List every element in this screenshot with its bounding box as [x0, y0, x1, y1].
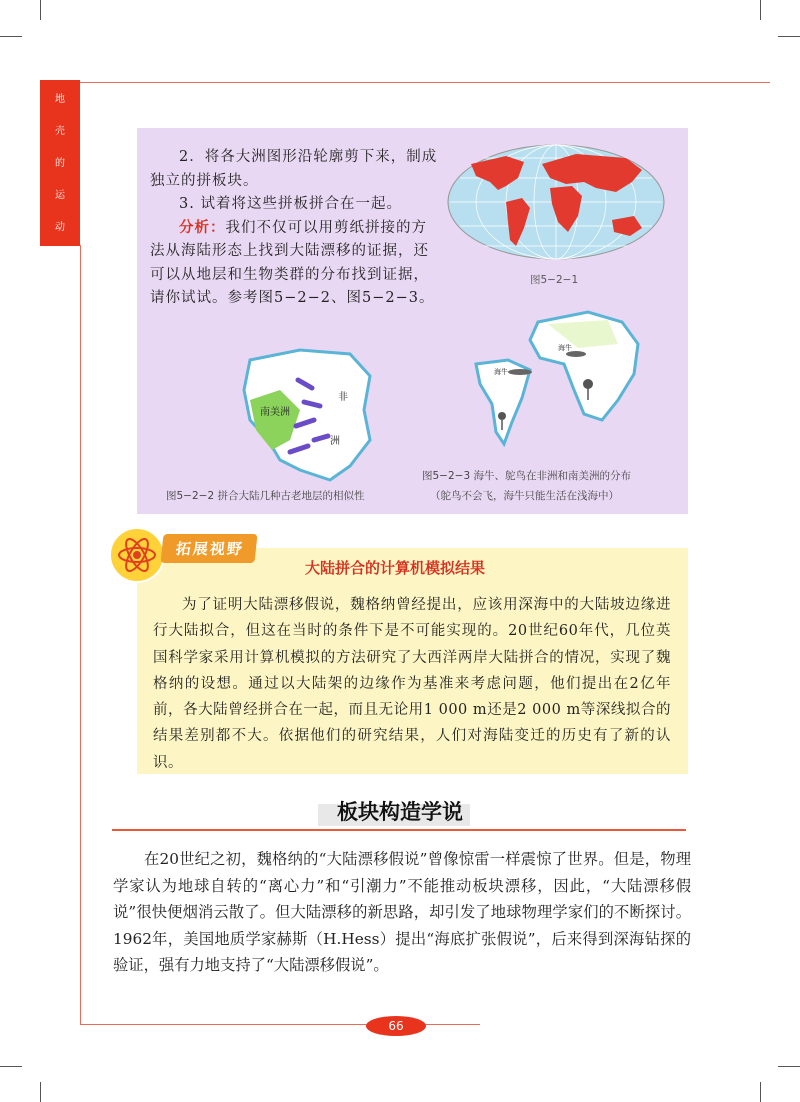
section-rule	[112, 829, 686, 831]
extension-title: 大陆拼合的计算机模拟结果	[305, 559, 486, 577]
page-number: 66	[366, 1016, 426, 1036]
label-manatee-2: 海牛	[558, 344, 572, 352]
section-title: 板块构造学说	[337, 800, 463, 824]
crop-mark	[778, 36, 800, 37]
label-africa-1: 非	[338, 392, 348, 403]
label-africa-2: 洲	[330, 436, 340, 447]
analysis-text: 我们不仅可以用剪纸拼接的方法从海陆形态上找到大陆漂移的证据，还可以从地层和生物类群的分布找到证据，请你试试。参考图5−2−2、图5−2−3。	[150, 219, 435, 306]
world-map-figure	[446, 142, 666, 262]
crop-mark	[760, 0, 761, 20]
activity-analysis	[150, 217, 442, 311]
extension-body: 为了证明大陆漂移假说，魏格纳曾经提出，应该用深海中的大陆坡边缘进行大陆拟合，但这在当时的条件下是不可能实现的。20世纪60年代，几位英国科学家采用计算机模拟的方法研究了大西洋两岸大陆拼合的情况，实现了魏格纳的设想。通过以大陆架的边缘作为基准来考虑问题，他们提出在2亿年前，各大陆曾经拼合在一起，而且无论用1 000 m还是2 000 m等深线拟合的结果差别都不大。依据他们的研究结果，人们对海陆变迁的历史有了新的认识。	[153, 597, 671, 771]
crop-mark	[0, 1066, 22, 1067]
extension-badge-label: 拓展视野	[160, 534, 257, 563]
figure-caption-5-2-2: 图5−2−2 拼合大陆几种古老地层的相似性	[166, 490, 365, 502]
side-tab-char: 动	[55, 222, 65, 233]
atom-icon	[108, 526, 166, 584]
activity-text	[150, 146, 442, 311]
side-tab-char: 壳	[55, 126, 65, 137]
side-tab-char: 运	[55, 190, 65, 201]
header-rule	[80, 82, 770, 83]
side-tab-char: 地	[55, 94, 65, 105]
figure-caption-5-2-3-note: （鸵鸟不会飞，海牛只能生活在浅海中）	[430, 490, 619, 502]
section-body: 在20世纪之初，魏格纳的“大陆漂移假说”曾像惊雷一样震惊了世界。但是，物理学家认为地球自转的“离心力”和“引潮力”不能推动板块漂移，因此，“大陆漂移假说”很快便烟消云散了。但大陆漂移的新思路，却引发了地球物理学家们的不断探讨。1962年，美国地质学家赫斯（H.Hess）提出“海底扩张假说”，后来得到深海钻探的验证，强有力地支持了“大陆漂移假说”。	[113, 850, 691, 974]
label-south-america: 南美洲	[260, 407, 290, 418]
figure-caption-5-2-3: 图5−2−3 海牛、鸵鸟在非洲和南美洲的分布	[422, 470, 631, 482]
figure-caption-5-2-1: 图5−2−1	[530, 274, 579, 286]
side-tab-char: 的	[55, 158, 65, 169]
activity-step-3: 3. 试着将这些拼板拼合在一起。	[179, 196, 402, 212]
crop-mark	[40, 0, 41, 20]
crop-mark	[778, 1066, 800, 1067]
activity-step-2: 2．将各大洲图形沿轮廓剪下来，制成独立的拼板块。	[150, 149, 438, 189]
continent-fit-figure	[220, 340, 395, 490]
animal-distribution-figure	[468, 304, 658, 454]
chapter-side-tab	[40, 80, 80, 246]
label-manatee-1: 海牛	[494, 368, 508, 376]
analysis-label: 分析：	[179, 219, 226, 236]
crop-mark	[760, 1082, 761, 1102]
crop-mark	[40, 1082, 41, 1102]
margin-rule	[80, 245, 81, 1025]
crop-mark	[0, 36, 22, 37]
